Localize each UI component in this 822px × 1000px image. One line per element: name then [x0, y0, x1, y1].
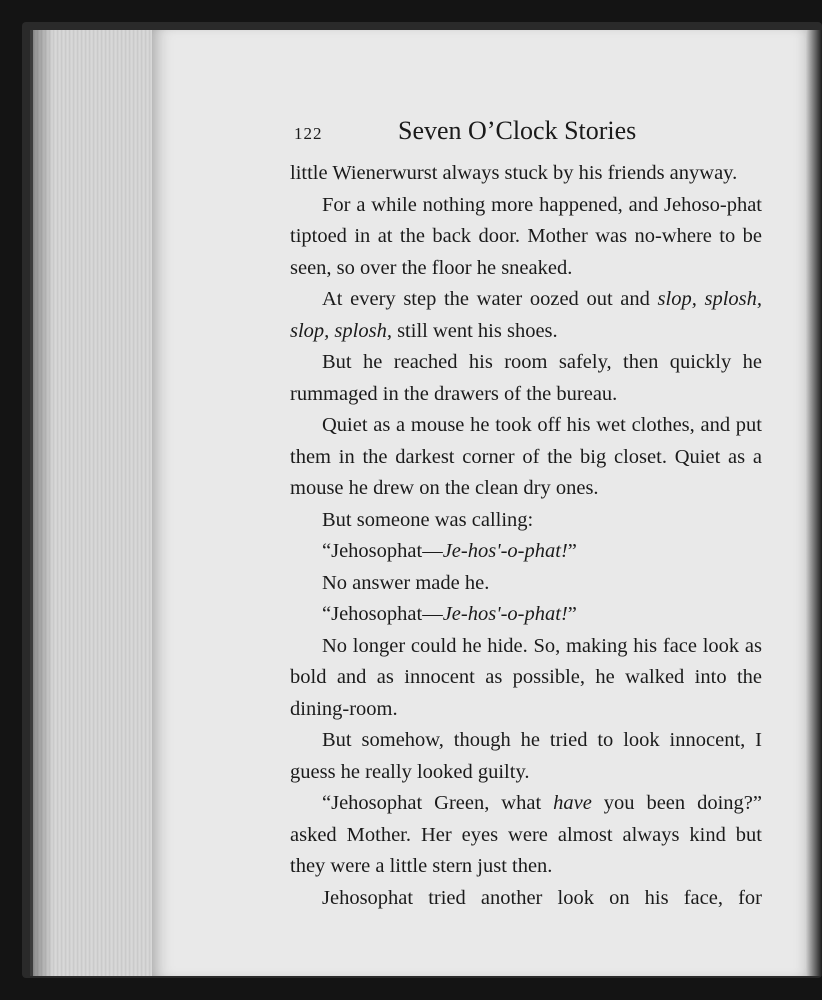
paragraph: But somehow, though he tried to look innocent, I guess he really looked guilty.: [290, 729, 762, 783]
body-text: [290, 158, 762, 914]
page-number: 122: [294, 124, 323, 143]
page-header: [292, 116, 762, 150]
paragraph: No answer made he.: [322, 571, 490, 594]
paragraph: “Jehosophat—Je-hos'-o-phat!”: [322, 540, 577, 562]
paragraph: At every step the water oozed out and slop, splosh, slop, splosh, still went his shoes.: [290, 288, 763, 342]
binding-shadow: [33, 30, 53, 976]
running-title: Seven O’Clock Stories: [398, 116, 637, 145]
paragraph: Quiet as a mouse he took off his wet clothes, and put them in the darkest corner of the big closet. Quiet as a mouse he drew on the clean dry ones.: [290, 414, 762, 499]
italic-text: slop, splosh, slop, splosh,: [290, 288, 763, 342]
paragraph: But someone was calling:: [322, 508, 534, 531]
paragraph: “Jehosophat—Je-hos'-o-phat!”: [322, 603, 577, 625]
paragraph: “Jehosophat Green, what have you been doing?” asked Mother. Her eyes were almost always kind but they were a little stern just then.: [290, 792, 762, 877]
paragraph: For a while nothing more happened, and Jehoso-phat tiptoed in at the back door. Mother was no-where to be seen, so over the floor he sneaked.: [290, 193, 762, 279]
paragraph: But he reached his room safely, then quickly he rummaged in the drawers of the bureau.: [290, 351, 762, 405]
italic-text: Je-hos'-o-phat!: [442, 540, 568, 562]
page-right-edge: [806, 30, 822, 976]
italic-text: Je-hos'-o-phat!: [442, 603, 568, 625]
paragraph: No longer could he hide. So, making his face look as bold and as innocent as possible, he walked into the dining-room.: [290, 634, 762, 720]
paragraph: little Wienerwurst always stuck by his friends anyway.: [290, 162, 738, 184]
paragraph: Jehosophat tried another look on his face, for: [322, 886, 762, 909]
italic-text: have: [553, 792, 592, 814]
